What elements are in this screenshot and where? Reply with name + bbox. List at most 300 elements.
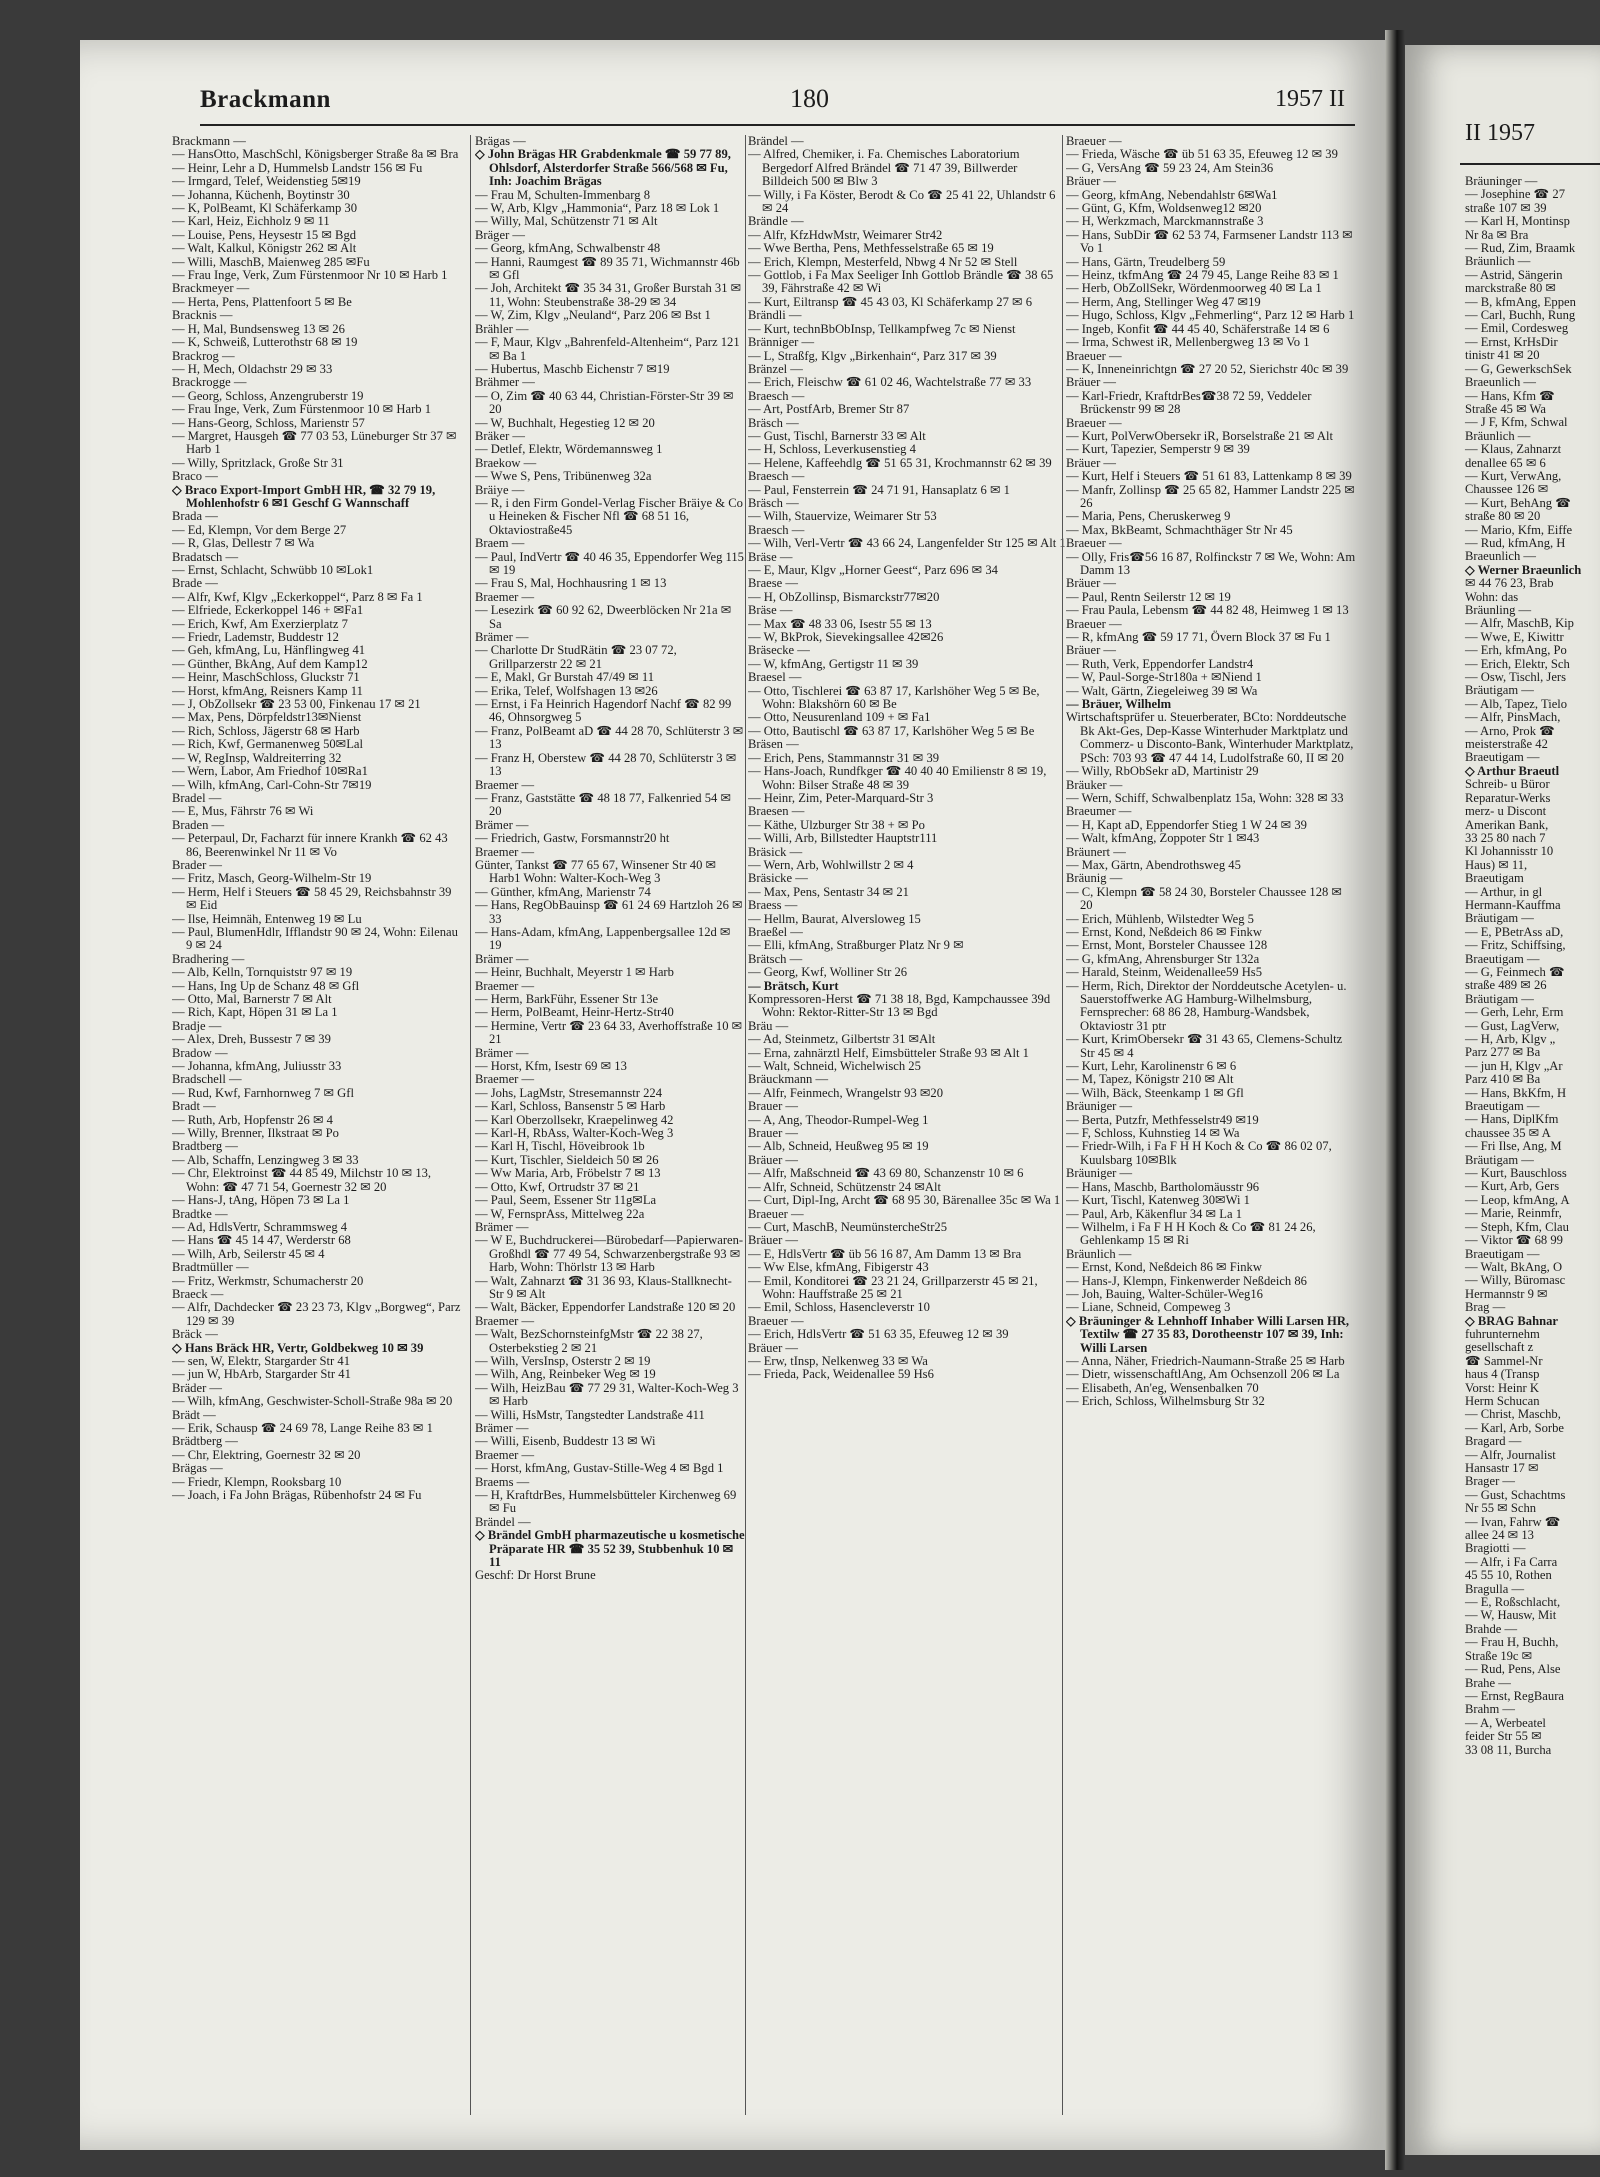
directory-entry: — Wilh, Arb, Seilerstr 45 ✉ 4: [172, 1246, 325, 1261]
facing-page-header: II 1957: [1465, 120, 1535, 146]
directory-entry: — Ad, HdlsVertr, Schrammsweg 4: [172, 1219, 348, 1234]
surname-heading: Bräger —: [475, 227, 526, 242]
facing-entry: — Hans, BkKfm, H: [1465, 1085, 1567, 1100]
directory-entry: — Horst, Kfm, Isestr 69 ✉ 13: [475, 1059, 627, 1074]
surname-heading: Bräuer —: [1066, 643, 1117, 658]
directory-entry: — Harald, Steinm, Weidenallee59 Hs5: [1066, 965, 1263, 980]
directory-entry: — Maria, Pens, Cheruskerweg 9: [1066, 509, 1231, 524]
facing-entry: ◇ Werner Braeunlich: [1465, 562, 1582, 577]
directory-entry: — W, kfmAng, Gertigstr 11 ✉ 39: [748, 656, 919, 671]
directory-entry: — Wwe S, Pens, Tribünenweg 32a: [475, 469, 652, 484]
facing-entry: — Alb, Tapez, Tielo: [1465, 696, 1568, 711]
surname-heading: Braeuer —: [1066, 415, 1122, 430]
surname-heading: Braemer —: [475, 1313, 535, 1328]
directory-entry: — Herm, Helf i Steuers ☎ 58 45 29, Reichsbahnstr 39 ✉ Eid: [172, 884, 452, 913]
facing-entry: — Ernst, RegBaura: [1465, 1688, 1564, 1703]
facing-entry: Bragiotti —: [1465, 1541, 1526, 1556]
surname-heading: Brägas —: [475, 135, 526, 148]
facing-entry: allee 24 ✉ 13: [1465, 1528, 1534, 1543]
facing-entry: — Mario, Kfm, Eiffe: [1465, 522, 1573, 537]
directory-entry: — Georg, kfmAng, Schwalbenstr 48: [475, 241, 661, 256]
directory-entry: — Wern, Labor, Am Friedhof 10✉Ra1: [172, 764, 368, 779]
directory-entry: Geschf: Dr Horst Brune: [475, 1568, 596, 1583]
facing-entry: — Rud, Zim, Braamk: [1465, 241, 1576, 256]
directory-entry: — H, Kapt aD, Eppendorfer Stieg 1 W 24 ✉ 39: [1066, 817, 1307, 832]
facing-entry: — Karl H, Montinsp: [1465, 214, 1570, 229]
directory-entry: — W, Buchhalt, Hegestieg 12 ✉ 20: [475, 415, 655, 430]
directory-entry: — Günther, BkAng, Auf dem Kamp12: [172, 656, 368, 671]
directory-entry: — Willy, i Fa Köster, Berodt & Co ☎ 25 41 22, Uhlandstr 6 ✉ 24: [748, 187, 1056, 216]
directory-entry: — Karl-H, RbAss, Walter-Koch-Weg 3: [475, 1126, 674, 1141]
directory-entry: — Dietr, wissenschaftlAng, Am Ochsenzoll 206 ✉ La: [1066, 1367, 1340, 1382]
directory-entry: — Louise, Pens, Heysestr 15 ✉ Bgd: [172, 227, 357, 242]
directory-entry: — Frau M, Schulten-Immenbarg 8: [475, 187, 651, 202]
directory-entry: — H, KraftdrBes, Hummelsbütteler Kirchenweg 69 ✉ Fu: [475, 1488, 737, 1516]
book-gutter: [1385, 30, 1405, 2170]
facing-page-column: [1465, 175, 1600, 1757]
surname-heading: Bradtke —: [172, 1206, 228, 1221]
surname-heading: Braco —: [172, 469, 218, 484]
surname-heading: Braemer —: [475, 978, 535, 993]
surname-heading: Brackmann —: [172, 135, 246, 148]
directory-entry: — Erna, zahnärztl Helf, Eimsbütteler Straße 93 ✉ Alt 1: [748, 1045, 1029, 1060]
surname-heading: Brändel —: [748, 135, 804, 148]
surname-heading: Braesel —: [748, 670, 802, 685]
directory-entry: — Walt, kfmAng, Zoppoter Str 1 ✉43: [1066, 831, 1260, 846]
facing-entry: Parz 410 ✉ Ba: [1465, 1072, 1541, 1087]
facing-entry: Braeutigam —: [1465, 750, 1540, 765]
directory-entry: — Heinr, MaschSchloss, Gluckstr 71: [172, 670, 360, 685]
directory-entry: — Gottlob, i Fa Max Seeliger Inh Gottlob Brändle ☎ 38 65 39, Fährstraße 42 ✉ Wi: [748, 268, 1054, 296]
directory-entry: — A, Ang, Theodor-Rumpel-Weg 1: [748, 1112, 929, 1127]
directory-entry: — Liane, Schneid, Compeweg 3: [1066, 1300, 1231, 1315]
directory-entry: — Brätsch, Kurt: [748, 978, 839, 993]
directory-entry: — Käthe, Ulzburger Str 38 + ✉ Po: [748, 817, 925, 832]
directory-entry: — Herta, Pens, Plattenfoort 5 ✉ Be: [172, 294, 352, 309]
directory-entry: — Willy, RbObSekr aD, Martinistr 29: [1066, 764, 1259, 779]
surname-heading: Bradje —: [172, 1018, 222, 1033]
facing-entry: Bragard —: [1465, 1434, 1522, 1449]
facing-entry: Nr 8a ✉ Bra: [1465, 227, 1529, 242]
surname-heading: Bradow —: [172, 1045, 228, 1060]
directory-entry: — O, Zim ☎ 40 63 44, Christian-Förster-Str 39 ✉ 20: [475, 388, 734, 417]
directory-entry: — Willy, Brenner, Ilkstraat ✉ Po: [172, 1126, 339, 1141]
facing-entry: — Kurt, Bauschloss: [1465, 1166, 1567, 1181]
facing-entry: — Osw, Tischl, Jers: [1465, 670, 1567, 685]
directory-entry: — Ingeb, Konfit ☎ 44 45 40, Schäferstraße 14 ✉ 6: [1066, 321, 1330, 336]
surname-heading: Brackrogge —: [172, 375, 247, 390]
directory-entry: — Hans, Ing Up de Schanz 48 ✉ Gfl: [172, 978, 360, 993]
directory-entry: — Hugo, Schloss, Klgv „Fehmerling“, Parz 12 ✉ Harb 1: [1066, 308, 1355, 323]
directory-entry: — Erich, Fleischw ☎ 61 02 46, Wachtelstraße 77 ✉ 33: [748, 375, 1032, 390]
directory-entry: — R, Glas, Dellestr 7 ✉ Wa: [172, 536, 315, 551]
directory-entry: — Charlotte Dr StudRätin ☎ 23 07 72, Grillparzerstr 22 ✉ 21: [475, 643, 677, 671]
directory-entry: — Kurt, Tischl, Katenweg 30✉Wi 1: [1066, 1193, 1250, 1208]
facing-entry: marckstraße 80 ✉: [1465, 281, 1556, 296]
directory-entry: — Max ☎ 48 33 06, Isestr 55 ✉ 13: [748, 616, 932, 631]
directory-column-2: [475, 135, 745, 2125]
surname-heading: Braeuer —: [748, 1313, 804, 1328]
surname-heading: Brähler —: [475, 321, 529, 336]
facing-entry: straße 489 ✉ 26: [1465, 978, 1547, 993]
directory-entry: — Paul, IndVertr ☎ 40 46 35, Eppendorfer Weg 115 ✉ 19: [475, 549, 744, 577]
directory-entry: — Wilhelm, i Fa F H H Koch & Co ☎ 81 24 26, Gehlenkamp 15 ✉ Ri: [1066, 1219, 1316, 1248]
directory-entry: — sen, W, Elektr, Stargarder Str 41: [172, 1353, 350, 1368]
surname-heading: Braekow —: [475, 455, 537, 470]
surname-heading: Brägas —: [172, 1461, 223, 1476]
directory-entry: — Ruth, Verk, Eppendorfer Landstr4: [1066, 656, 1254, 671]
directory-entry: — K, Schweiß, Lutterothstr 68 ✉ 19: [172, 335, 358, 350]
directory-entry: — Wilh, Ang, Reinbeker Weg ✉ 19: [475, 1367, 656, 1382]
directory-entry: — Franz, PolBeamt aD ☎ 44 28 70, Schlüterstr 3 ✉ 13: [475, 723, 744, 752]
directory-entry: — Frau Inge, Verk, Zum Fürstenmoor Nr 10 ✉ Harb 1: [172, 268, 448, 283]
surname-heading: Bräuer —: [1066, 576, 1117, 591]
surname-heading: Braese —: [748, 576, 799, 591]
directory-entry: — Johanna, Küchenh, Boytinstr 30: [172, 187, 350, 202]
directory-entry: — Erik, Schausp ☎ 24 69 78, Lange Reihe 83 ✉ 1: [172, 1421, 433, 1435]
directory-entry: — Alfr, Schneid, Schützenstr 24 ✉Alt: [748, 1179, 941, 1194]
directory-entry: — Alb, Schaffn, Lenzingweg 3 ✉ 33: [172, 1152, 359, 1167]
directory-entry: — Irma, Schwest iR, Mellenbergweg 13 ✉ Vo 1: [1066, 335, 1310, 350]
facing-entry: Brahe —: [1465, 1675, 1511, 1690]
surname-heading: Brämer —: [475, 817, 529, 832]
surname-heading: Brämer —: [475, 1219, 529, 1234]
directory-entry: — Friedr, Lademstr, Buddestr 12: [172, 630, 339, 645]
directory-entry: — Hans, Maschb, Bartholomäusstr 96: [1066, 1179, 1260, 1194]
directory-entry: — Hans-J, tAng, Höpen 73 ✉ La 1: [172, 1193, 350, 1208]
running-head: Brackmann: [200, 86, 331, 113]
facing-entry: — Marie, Reinmfr,: [1465, 1206, 1562, 1221]
facing-entry: — Hans, DiplKfm: [1465, 1112, 1559, 1127]
facing-entry: Vorst: Heinr K: [1465, 1380, 1539, 1395]
directory-entry: — R, kfmAng ☎ 59 17 71, Övern Block 37 ✉ Fu 1: [1066, 630, 1331, 645]
directory-entry: — Frieda, Wäsche ☎ üb 51 63 35, Efeuweg 12 ✉ 39: [1066, 147, 1338, 162]
surname-heading: Brändli —: [748, 308, 802, 323]
directory-entry: ◇ Brändel GmbH pharmazeutische u kosmetische Präparate HR ☎ 35 52 39, Stubbenhuk 10 ✉ 11: [475, 1528, 745, 1570]
surname-heading: Bradatsch —: [172, 549, 239, 564]
surname-heading: Bräuer —: [748, 1152, 799, 1167]
column-divider: [1062, 135, 1063, 2115]
directory-entry: — Hans-Georg, Schloss, Marienstr 57: [172, 415, 365, 430]
surname-heading: Bräse —: [748, 549, 793, 564]
directory-entry: ◇ John Brägas HR Grabdenkmale ☎ 59 77 89, Ohlsdorf, Alsterdorfer Straße 566/568 ✉ Fu, Inh: Joachim Brägas: [475, 147, 731, 189]
directory-entry: — Emil, Schloss, Hasencleverstr 10: [748, 1300, 930, 1315]
directory-entry: — Walt, Kalkul, Königstr 262 ✉ Alt: [172, 241, 357, 256]
facing-entry: ◇ BRAG Bahnar: [1465, 1313, 1558, 1328]
facing-entry: gesellschaft z: [1465, 1340, 1534, 1355]
directory-entry: — Curt, MaschB, NeumünstercheStr25: [748, 1219, 948, 1234]
directory-entry: — Friedr-Wilh, i Fa F H H Koch & Co ☎ 86 02 07, Kuulsbarg 10✉Blk: [1066, 1139, 1332, 1167]
surname-heading: Braeuer —: [1066, 348, 1122, 363]
facing-entry: — Rud, Pens, Alse: [1465, 1662, 1561, 1677]
directory-entry: — Franz H, Oberstew ☎ 44 28 70, Schlüterstr 3 ✉ 13: [475, 750, 737, 779]
facing-entry: — Karl, Arb, Sorbe: [1465, 1420, 1564, 1435]
directory-entry: — Erika, Telef, Wolfshagen 13 ✉26: [475, 683, 658, 698]
facing-entry: Brahm —: [1465, 1702, 1516, 1717]
directory-entry: — Rich, Kapt, Höpen 31 ✉ La 1: [172, 1005, 338, 1020]
directory-entry: — E, Makl, Gr Burstah 47/49 ✉ 11: [475, 670, 655, 685]
directory-entry: — Hans-Adam, kfmAng, Lappenbergsallee 12d ✉ 19: [475, 924, 731, 953]
page-number: 180: [790, 84, 829, 113]
directory-entry: — C, Klempn ☎ 58 24 30, Borsteler Chaussee 128 ✉ 20: [1066, 884, 1342, 913]
directory-entry: — Walt, Zahnarzt ☎ 31 36 93, Klaus-Stallknecht-Str 9 ✉ Alt: [475, 1273, 732, 1301]
directory-entry: — Walt, Schneid, Wichelwisch 25: [748, 1059, 921, 1074]
surname-heading: Bräuker —: [1066, 777, 1123, 792]
directory-entry: — G, kfmAng, Ahrensburger Str 132a: [1066, 951, 1260, 966]
facing-entry: — Alfr, MaschB, Kip: [1465, 616, 1574, 631]
directory-entry: — Manfr, Zollinsp ☎ 25 65 82, Hammer Landstr 225 ✉ 26: [1066, 482, 1355, 510]
surname-heading: Bräuer —: [1066, 455, 1117, 470]
directory-entry: — Kurt, Tapezier, Semperstr 9 ✉ 39: [1066, 442, 1250, 457]
directory-entry: — Kurt, Eiltransp ☎ 45 43 03, Kl Schäferkamp 27 ✉ 6: [748, 294, 1033, 309]
surname-heading: Bräunert —: [1066, 844, 1126, 859]
directory-entry: — Curt, Dipl-Ing, Archt ☎ 68 95 30, Bärenallee 35c ✉ Wa 1: [748, 1193, 1061, 1208]
directory-entry: Wirtschaftsprüfer u. Steuerberater, BCto: Norddeutsche Bk Akt-Ges, Dep-Kasse Winterhuder Marktplatz und Commerz- u Disconto-Bank, Winterhuder Marktplatz, PSch: 703 93 ☎ 47 44 14, Ludolfstraße 60, II ✉ 20: [1066, 710, 1354, 765]
facing-entry: 33 08 11, Burcha: [1465, 1742, 1552, 1757]
directory-entry: — Paul, Arb, Käkenflur 34 ✉ La 1: [1066, 1206, 1242, 1221]
facing-entry: — Wwe, E, Kiwittr: [1465, 629, 1564, 644]
directory-entry: — M, Tapez, Königstr 210 ✉ Alt: [1066, 1072, 1234, 1087]
directory-column-1: [172, 135, 462, 2125]
directory-entry: — Hubertus, Maschb Eichenstr 7 ✉19: [475, 361, 670, 376]
surname-heading: Bradt —: [172, 1099, 216, 1114]
facing-entry: fuhrunternehm: [1465, 1326, 1540, 1341]
directory-entry: — Ww Maria, Arb, Fröbelstr 7 ✉ 13: [475, 1166, 661, 1181]
facing-entry: — Alfr, PinsMach,: [1465, 710, 1561, 725]
surname-heading: Brämer —: [475, 630, 529, 645]
facing-entry: 45 55 10, Rothen: [1465, 1568, 1552, 1583]
directory-entry: — Joh, Bauing, Walter-Schüler-Weg16: [1066, 1286, 1263, 1301]
facing-entry: — Arthur, in gl: [1465, 884, 1543, 899]
facing-entry: Straße 45 ✉ Wa: [1465, 401, 1547, 416]
directory-entry: — K, PolBeamt, Kl Schäferkamp 30: [172, 201, 358, 216]
surname-heading: Bräuckmann —: [748, 1072, 829, 1087]
facing-entry: Parz 277 ✉ Ba: [1465, 1045, 1541, 1060]
surname-heading: Braeuer —: [1066, 135, 1122, 148]
directory-entry: — Detlef, Elektr, Wördemannsweg 1: [475, 442, 663, 457]
directory-entry: — Willi, MaschB, Maienweg 285 ✉Fu: [172, 254, 370, 269]
facing-entry: — H, Arb, Klgv „: [1465, 1032, 1556, 1046]
facing-entry: — A, Werbeatel: [1465, 1715, 1546, 1730]
facing-entry: Bräunling —: [1465, 603, 1532, 617]
surname-heading: Bräsecke —: [748, 643, 810, 658]
surname-heading: Braemer —: [475, 1447, 535, 1462]
facing-entry: Amerikan Bank,: [1465, 817, 1549, 832]
facing-entry: Braeutigam —: [1465, 951, 1540, 966]
surname-heading: Bräck —: [172, 1327, 218, 1342]
directory-entry: — Herb, ObZollSekr, Wördenmoorweg 40 ✉ La 1: [1066, 281, 1322, 296]
directory-entry: — H, Mal, Bundsensweg 13 ✉ 26: [172, 321, 345, 336]
facing-entry: — Gerh, Lehr, Erm: [1465, 1005, 1564, 1020]
directory-entry: — Heinz, tkfmAng ☎ 24 79 45, Lange Reihe 83 ✉ 1: [1066, 268, 1339, 283]
directory-entry: — Hans, RegObBauinsp ☎ 61 24 69 Hartzloh 26 ✉ 33: [475, 898, 743, 926]
facing-entry: — Leop, kfmAng, A: [1465, 1192, 1570, 1207]
directory-entry: — Horst, kfmAng, Reisners Kamp 11: [172, 683, 363, 698]
surname-heading: Brändel —: [475, 1514, 531, 1529]
facing-entry: Brahde —: [1465, 1621, 1518, 1636]
directory-entry: — E, HdlsVertr ☎ üb 56 16 87, Am Damm 13 ✉ Bra: [748, 1246, 1022, 1261]
directory-entry: — Hans-J, Klempn, Finkenwerder Neßdeich 86: [1066, 1273, 1307, 1288]
directory-entry: — Wilh, kfmAng, Carl-Cohn-Str 7✉19: [172, 777, 372, 792]
directory-entry: — Kurt, Lehr, Karolinenstr 6 ✉ 6: [1066, 1059, 1237, 1074]
facing-entry: Braeunlich —: [1465, 549, 1536, 564]
directory-entry: — Kurt, PolVerwObersekr iR, Borselstraße 21 ✉ Alt: [1066, 428, 1333, 443]
directory-entry: — K, Inneneinrichtgn ☎ 27 20 52, Sierichstr 40c ✉ 39: [1066, 361, 1349, 376]
facing-entry: — E, Roßschlacht,: [1465, 1595, 1561, 1610]
facing-entry: Bräunlich —: [1465, 254, 1531, 269]
surname-heading: Braeuer —: [748, 1206, 804, 1221]
surname-heading: Bradel —: [172, 790, 222, 805]
directory-entry: — Karl Oberzollsekr, Kraepelinweg 42: [475, 1112, 674, 1127]
directory-entry: ◇ Hans Bräck HR, Vertr, Goldbekweg 10 ✉ 39: [172, 1340, 424, 1355]
facing-entry: — Hans, Kfm ☎: [1465, 388, 1555, 403]
facing-entry: ✉ 44 76 23, Brab: [1465, 576, 1554, 591]
facing-entry: Hansastr 17 ✉: [1465, 1461, 1539, 1475]
facing-entry: 33 25 80 nach 7: [1465, 830, 1546, 845]
directory-entry: — H, ObZollinsp, Bismarckstr77✉20: [748, 589, 940, 604]
facing-entry: — Kurt, Arb, Gers: [1465, 1179, 1560, 1194]
facing-entry: — Christ, Maschb,: [1465, 1407, 1561, 1422]
surname-heading: Bräunlich —: [1066, 1246, 1132, 1261]
facing-entry: — Fri Ilse, Ang, M: [1465, 1139, 1562, 1154]
surname-heading: Bräsch —: [748, 495, 799, 510]
facing-entry: Herm Schucan: [1465, 1393, 1540, 1408]
surname-heading: Brändle —: [748, 214, 804, 229]
directory-entry: — Alb, Schneid, Heußweg 95 ✉ 19: [748, 1139, 929, 1154]
directory-entry: — Helene, Kaffeehdlg ☎ 51 65 31, Krochmannstr 62 ✉ 39: [748, 455, 1052, 470]
facing-entry: Bräuninger —: [1465, 174, 1538, 188]
directory-entry: — Erich, Klempn, Mesterfeld, Nbwg 4 Nr 52 ✉ Stell: [748, 254, 1018, 269]
surname-heading: Bränniger —: [748, 335, 815, 350]
directory-entry: — Hans-Joach, Rundfkger ☎ 40 40 40 Emilienstr 8 ✉ 19, Wohn: Bilser Straße 48 ✉ 39: [748, 764, 1047, 792]
directory-entry: — Herm, Ang, Stellinger Weg 47 ✉19: [1066, 294, 1261, 309]
facing-entry: ◇ Arthur Braeutl: [1465, 763, 1560, 778]
surname-heading: Braemer —: [475, 844, 535, 859]
facing-entry: — Alfr, i Fa Carra: [1465, 1554, 1558, 1569]
facing-entry: — B, kfmAng, Eppen: [1465, 294, 1576, 309]
directory-entry: — Ernst, i Fa Heinrich Hagendorf Nachf ☎ 82 99 46, Ohnsorgweg 5: [475, 697, 732, 725]
surname-heading: Bradtmüller —: [172, 1260, 249, 1275]
facing-entry: Chaussee 126 ✉: [1465, 482, 1549, 497]
directory-entry: — Frau S, Mal, Hochhausring 1 ✉ 13: [475, 576, 667, 591]
surname-heading: Brada —: [172, 509, 218, 524]
surname-heading: Braeck —: [172, 1286, 224, 1301]
surname-heading: Bräu —: [748, 1018, 789, 1033]
directory-entry: — Erich, Kwf, Am Exerzierplatz 7: [172, 616, 348, 631]
directory-entry: — Ernst, Schlacht, Schwübb 10 ✉Lok1: [172, 563, 374, 577]
facing-entry: — Viktor ☎ 68 99: [1465, 1233, 1563, 1248]
directory-entry: — Hellm, Baurat, Alversloweg 15: [748, 911, 921, 926]
facing-entry: denallee 65 ✉ 6: [1465, 455, 1546, 470]
surname-heading: Bräsch —: [748, 415, 799, 430]
surname-heading: Brähmer —: [475, 375, 535, 390]
facing-entry: Braeutigam —: [1465, 1099, 1540, 1114]
facing-entry: — Erich, Elektr, Sch: [1465, 656, 1570, 671]
surname-heading: Braeumer —: [1066, 804, 1132, 819]
surname-heading: Bräder —: [172, 1380, 223, 1395]
directory-entry: — W, RegInsp, Waldreiterring 32: [172, 750, 342, 765]
directory-entry: — Günther, kfmAng, Marienstr 74: [475, 884, 651, 899]
facing-entry: — Kurt, BehAng ☎: [1465, 495, 1571, 510]
surname-heading: Braem —: [475, 536, 525, 551]
facing-entry: — Alfr, Journalist: [1465, 1447, 1556, 1462]
directory-entry: — Rich, Schloss, Jägerstr 68 ✉ Harb: [172, 723, 360, 738]
directory-entry: — E, Mus, Fährstr 76 ✉ Wi: [172, 804, 314, 819]
directory-entry: — Alfred, Chemiker, i. Fa. Chemisches Laboratorium Bergedorf Alfred Brändel ☎ 71 47 39, Billwerder Billdeich 500 ✉ Blw 3: [748, 147, 1020, 189]
directory-entry: — jun W, HbArb, Stargarder Str 41: [172, 1367, 351, 1382]
directory-entry: — Alfr, Maßschneid ☎ 43 69 80, Schanzenstr 10 ✉ 6: [748, 1166, 1024, 1181]
directory-entry: — Lesezirk ☎ 60 92 62, Dweerblöcken Nr 21a ✉ Sa: [475, 603, 732, 631]
directory-entry: — Alb, Kelln, Tornquiststr 97 ✉ 19: [172, 965, 353, 980]
directory-entry: — Margret, Hausgeh ☎ 77 03 53, Lüneburger Str 37 ✉ Harb 1: [172, 428, 457, 457]
directory-entry: — Willi, HsMstr, Tangstedter Landstraße 411: [475, 1407, 705, 1422]
facing-entry: Reparatur-Werks: [1465, 790, 1551, 805]
surname-heading: Bränzel —: [748, 361, 803, 376]
directory-entry: — W, FernsprAss, Mittelweg 22a: [475, 1206, 645, 1221]
directory-column-4: [1066, 135, 1356, 2125]
facing-entry: Haus) ✉ 11,: [1465, 857, 1528, 872]
surname-heading: Bräuer —: [748, 1233, 799, 1248]
surname-heading: Braeuer —: [1066, 536, 1122, 551]
surname-heading: Brädt —: [172, 1407, 216, 1422]
directory-entry: — G, VersAng ☎ 59 23 24, Am Stein36: [1066, 160, 1274, 175]
directory-entry: — Ilse, Heimnäh, Entenweg 19 ✉ Lu: [172, 911, 362, 926]
directory-entry: — Herm, Rich, Direktor der Norddeutsche Acetylen- u. Sauerstoffwerke AG Hamburg-Wilhelmsburg, Fernsprecher: 68 86 28, Hamburg-Wandsbek, Oktaviostr 31 ptr: [1066, 978, 1347, 1033]
directory-entry: — L, Straßfg, Klgv „Birkenhain“, Parz 317 ✉ 39: [748, 348, 997, 363]
facing-entry: Schreib- u Büror: [1465, 777, 1550, 792]
directory-entry: — Irmgard, Telef, Weidenstieg 5✉19: [172, 174, 361, 189]
directory-entry: — Fritz, Masch, Georg-Wilhelm-Str 19: [172, 871, 372, 886]
facing-entry: straße 80 ✉ 20: [1465, 509, 1541, 524]
directory-entry: — Otto, Bautischl ☎ 63 87 17, Karlshöher Weg 5 ✉ Be: [748, 723, 1035, 738]
directory-entry: — Gust, Tischl, Barnerstr 33 ✉ Alt: [748, 428, 926, 443]
facing-entry: Brager —: [1465, 1474, 1516, 1489]
facing-entry: chaussee 35 ✉ A: [1465, 1125, 1551, 1140]
facing-page: [1405, 45, 1600, 2155]
directory-entry: — F, Schloss, Kuhnstieg 14 ✉ Wa: [1066, 1126, 1240, 1141]
directory-entry: — Alfr, Feinmech, Wrangelstr 93 ✉20: [748, 1085, 944, 1100]
directory-column-3: [748, 135, 1066, 2125]
facing-entry: — W, Hausw, Mit: [1465, 1608, 1557, 1623]
surname-heading: Bräunig —: [1066, 871, 1123, 886]
directory-entry: — Friedr, Klempn, Rooksbarg 10: [172, 1474, 342, 1489]
directory-entry: — Erich, Schloss, Wilhelmsburg Str 32: [1066, 1394, 1265, 1409]
directory-entry: — W, Arb, Klgv „Hammonia“, Parz 18 ✉ Lok 1: [475, 201, 720, 216]
facing-entry: Braeunlich —: [1465, 375, 1536, 390]
directory-entry: — Willy, Mal, Schützenstr 71 ✉ Alt: [475, 214, 658, 229]
facing-entry: Braeutigam: [1465, 871, 1524, 886]
surname-heading: Brader —: [172, 857, 223, 872]
directory-entry: — Horst, kfmAng, Gustav-Stille-Weg 4 ✉ Bgd 1: [475, 1461, 724, 1476]
directory-entry: — Berta, Putzfr, Methfesselstr49 ✉19: [1066, 1112, 1259, 1127]
directory-entry: — Erw, tInsp, Nelkenweg 33 ✉ Wa: [748, 1353, 928, 1368]
facing-entry: Bräutigam —: [1465, 911, 1534, 926]
directory-entry: Kompressoren-Herst ☎ 71 38 18, Bgd, Kampchaussee 39d Wohn: Rektor-Ritter-Str 13 ✉ Bgd: [748, 992, 1051, 1020]
directory-entry: — E, Maur, Klgv „Horner Geest“, Parz 696 ✉ 34: [748, 563, 998, 577]
directory-entry: — Alfr, KfzHdwMstr, Weimarer Str42: [748, 227, 943, 242]
surname-heading: Bracknis —: [172, 308, 233, 323]
surname-heading: Bräuniger —: [1066, 1099, 1133, 1114]
directory-entry: — Anna, Näher, Friedrich-Naumann-Straße 25 ✉ Harb: [1066, 1353, 1345, 1368]
surname-heading: Brackmeyer —: [172, 281, 250, 296]
directory-entry: — Kurt, KrimObersekr ☎ 31 43 65, Clemens-Schultz Str 45 ✉ 4: [1066, 1032, 1343, 1060]
directory-entry: — Ernst, Mont, Borsteler Chaussee 128: [1066, 938, 1268, 953]
directory-entry: — Paul, Seem, Essener Str 11g✉La: [475, 1193, 657, 1208]
directory-entry: — Heinr, Lehr a D, Hummelsb Landstr 156 ✉ Fu: [172, 160, 423, 175]
directory-entry: — Wilh, Stauervize, Weimarer Str 53: [748, 509, 937, 524]
directory-entry: — Ruth, Arb, Hopfenstr 26 ✉ 4: [172, 1112, 333, 1127]
directory-entry: — Wilh, HeizBau ☎ 77 29 31, Walter-Koch-Weg 3 ✉ Harb: [475, 1380, 739, 1409]
